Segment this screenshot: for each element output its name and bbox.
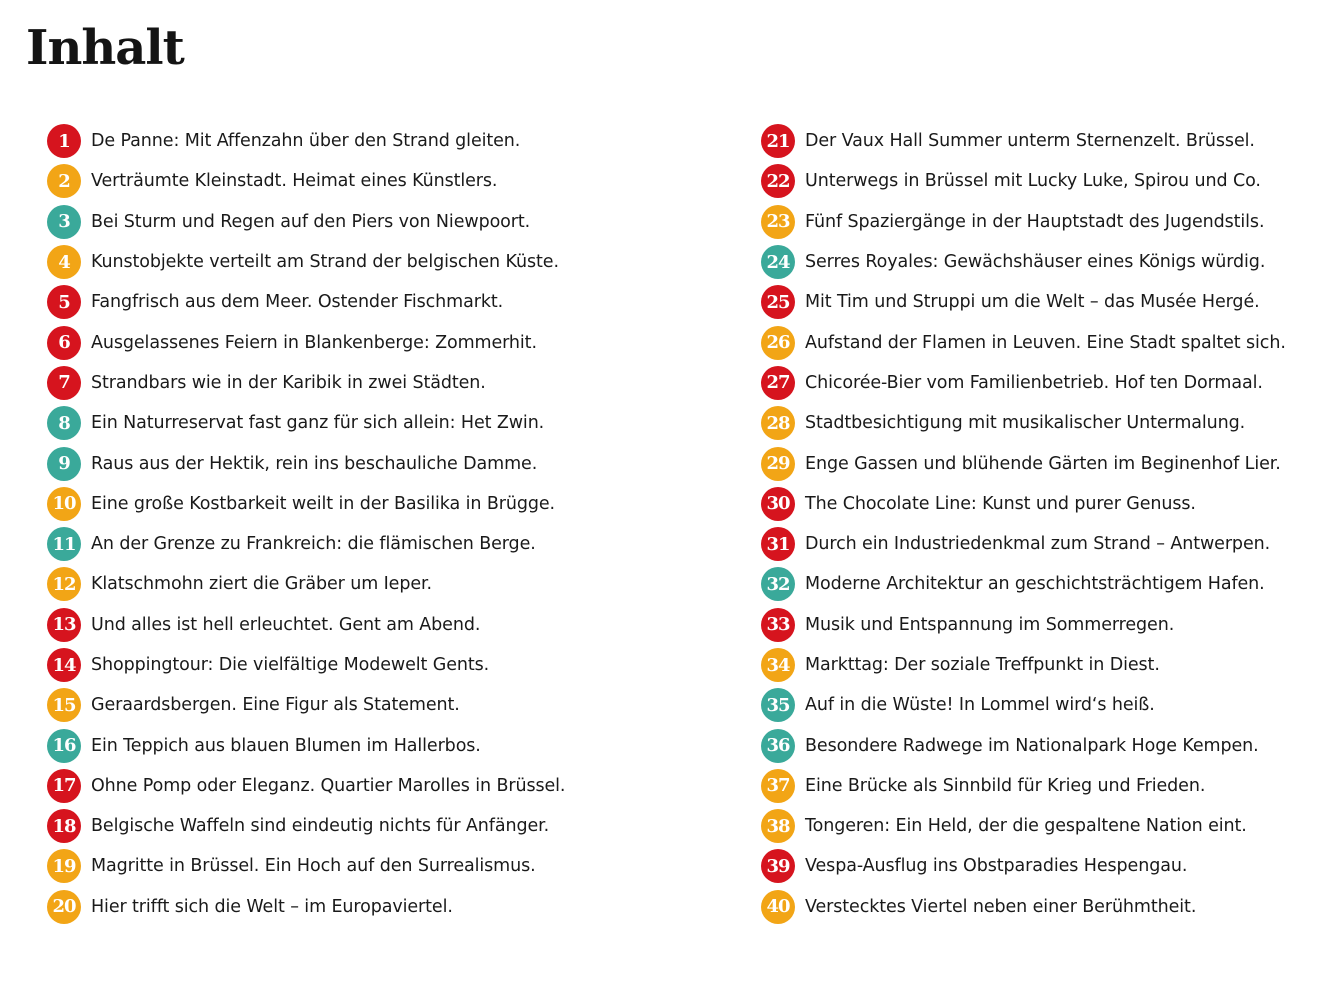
toc-entry[interactable] [761, 524, 1286, 564]
toc-entry[interactable] [761, 443, 1286, 483]
entry-number-badge: 4 [47, 245, 81, 279]
toc-entry[interactable] [761, 403, 1286, 443]
entry-title: Markttag: Der soziale Treffpunkt in Diest. [805, 655, 1160, 675]
toc-column-left [47, 121, 565, 927]
toc-entry[interactable] [761, 161, 1286, 201]
entry-title: Enge Gassen und blühende Gärten im Beginenhof Lier. [805, 453, 1281, 474]
entry-title: Verstecktes Viertel neben einer Berühmtheit. [805, 896, 1197, 917]
entry-number-badge: 23 [761, 205, 795, 239]
entry-title: Raus aus der Hektik, rein ins beschauliche Damme. [91, 453, 538, 474]
entry-number-badge: 16 [47, 729, 81, 763]
entry-title: De Panne: Mit Affenzahn über den Strand gleiten. [91, 131, 521, 152]
toc-entry[interactable] [761, 685, 1286, 725]
entry-number-badge: 24 [761, 245, 795, 279]
entry-number-badge: 30 [761, 487, 795, 521]
entry-number-badge: 32 [761, 567, 795, 601]
entry-title: Stadtbesichtigung mit musikalischer Untermalung. [805, 413, 1246, 434]
entry-title: Moderne Architektur an geschichtsträchtigem Hafen. [805, 574, 1265, 595]
toc-entry[interactable] [47, 766, 565, 806]
entry-number-badge: 29 [761, 447, 795, 481]
toc-entry[interactable] [761, 202, 1286, 242]
entry-number-badge: 8 [47, 406, 81, 440]
toc-entry[interactable] [761, 806, 1286, 846]
entry-title: Ohne Pomp oder Eleganz. Quartier Marolles in Brüssel. [91, 775, 566, 796]
entry-title: Belgische Waffeln sind eindeutig nichts für Anfänger. [91, 816, 550, 837]
toc-entry[interactable] [761, 766, 1286, 806]
entry-title: Unterwegs in Brüssel mit Lucky Luke, Spirou und Co. [805, 171, 1261, 192]
entry-number-badge: 6 [47, 326, 81, 360]
entry-number-badge: 14 [47, 648, 81, 682]
entry-title: The Chocolate Line: Kunst und purer Genuss. [805, 493, 1196, 514]
entry-title: Tongeren: Ein Held, der die gespaltene Nation eint. [805, 816, 1247, 837]
toc-entry[interactable] [761, 564, 1286, 604]
entry-title: Verträumte Kleinstadt. Heimat eines Künstlers. [91, 171, 498, 192]
entry-title: Eine Brücke als Sinnbild für Krieg und Frieden. [805, 775, 1206, 796]
toc-entry[interactable] [47, 121, 565, 161]
toc-entry[interactable] [761, 887, 1286, 927]
entry-title: Eine große Kostbarkeit weilt in der Basilika in Brügge. [91, 493, 555, 514]
entry-title: Mit Tim und Struppi um die Welt – das Musée Hergé. [805, 292, 1260, 313]
toc-entry[interactable] [761, 846, 1286, 886]
entry-title: Fangfrisch aus dem Meer. Ostender Fischmarkt. [91, 292, 504, 313]
entry-number-badge: 11 [47, 527, 81, 561]
entry-number-badge: 20 [47, 890, 81, 924]
entry-title: Ausgelassenes Feiern in Blankenberge: Zommerhit. [91, 332, 537, 353]
entry-number-badge: 7 [47, 366, 81, 400]
toc-entry[interactable] [47, 443, 565, 483]
entry-number-badge: 9 [47, 447, 81, 481]
toc-entry[interactable] [761, 121, 1286, 161]
entry-number-badge: 40 [761, 890, 795, 924]
entry-number-badge: 27 [761, 366, 795, 400]
toc-entry[interactable] [761, 725, 1286, 765]
toc-entry[interactable] [47, 484, 565, 524]
toc-entry[interactable] [47, 806, 565, 846]
entry-title: Fünf Spaziergänge in der Hauptstadt des Jugendstils. [805, 211, 1265, 232]
entry-number-badge: 38 [761, 809, 795, 843]
entry-number-badge: 15 [47, 688, 81, 722]
toc-entry[interactable] [47, 524, 565, 564]
toc-entry[interactable] [47, 282, 565, 322]
entry-number-badge: 13 [47, 608, 81, 642]
entry-number-badge: 28 [761, 406, 795, 440]
toc-entry[interactable] [761, 484, 1286, 524]
entry-title: Auf in die Wüste! In Lommel wird‘s heiß. [805, 695, 1155, 716]
toc-entry[interactable] [47, 403, 565, 443]
toc-entry[interactable] [47, 887, 565, 927]
entry-number-badge: 37 [761, 769, 795, 803]
entry-title: Aufstand der Flamen in Leuven. Eine Stadt spaltet sich. [805, 332, 1286, 353]
toc-entry[interactable] [47, 242, 565, 282]
toc-entry[interactable] [761, 282, 1286, 322]
entry-number-badge: 22 [761, 164, 795, 198]
toc-entry[interactable] [47, 846, 565, 886]
toc-entry[interactable] [761, 322, 1286, 362]
toc-entry[interactable] [47, 685, 565, 725]
entry-title: Chicorée-Bier vom Familienbetrieb. Hof ten Dormaal. [805, 372, 1263, 393]
entry-number-badge: 36 [761, 729, 795, 763]
entry-number-badge: 34 [761, 648, 795, 682]
page-title: Inhalt [26, 20, 184, 76]
toc-entry[interactable] [47, 161, 565, 201]
entry-number-badge: 17 [47, 769, 81, 803]
entry-number-badge: 25 [761, 285, 795, 319]
entry-title: Besondere Radwege im Nationalpark Hoge Kempen. [805, 735, 1259, 756]
toc-column-right [761, 121, 1286, 927]
entry-title: Musik und Entspannung im Sommerregen. [805, 614, 1175, 635]
entry-number-badge: 3 [47, 205, 81, 239]
entry-title: Magritte in Brüssel. Ein Hoch auf den Surrealismus. [91, 856, 536, 877]
entry-number-badge: 5 [47, 285, 81, 319]
entry-number-badge: 33 [761, 608, 795, 642]
entry-title: An der Grenze zu Frankreich: die flämischen Berge. [91, 534, 536, 555]
entry-number-badge: 39 [761, 849, 795, 883]
entry-number-badge: 2 [47, 164, 81, 198]
entry-number-badge: 31 [761, 527, 795, 561]
entry-number-badge: 1 [47, 124, 81, 158]
entry-title: Und alles ist hell erleuchtet. Gent am Abend. [91, 614, 481, 635]
entry-title: Shoppingtour: Die vielfältige Modewelt Gents. [91, 655, 490, 675]
toc-entry[interactable] [761, 645, 1286, 685]
toc-entry[interactable] [761, 605, 1286, 645]
entry-title: Ein Naturreservat fast ganz für sich allein: Het Zwin. [91, 413, 545, 434]
toc-entry[interactable] [47, 363, 565, 403]
entry-number-badge: 21 [761, 124, 795, 158]
toc-entry[interactable] [761, 242, 1286, 282]
entry-title: Klatschmohn ziert die Gräber um Ieper. [91, 574, 432, 595]
entry-title: Bei Sturm und Regen auf den Piers von Niewpoort. [91, 211, 531, 232]
entry-number-badge: 18 [47, 809, 81, 843]
entry-number-badge: 10 [47, 487, 81, 521]
entry-title: Hier trifft sich die Welt – im Europaviertel. [91, 896, 453, 917]
entry-title: Serres Royales: Gewächshäuser eines Königs würdig. [805, 252, 1266, 273]
entry-number-badge: 35 [761, 688, 795, 722]
toc-entry[interactable] [47, 645, 565, 685]
toc-entry[interactable] [47, 605, 565, 645]
entry-number-badge: 12 [47, 567, 81, 601]
entry-title: Strandbars wie in der Karibik in zwei Städten. [91, 372, 486, 393]
entry-title: Geraardsbergen. Eine Figur als Statement. [91, 695, 460, 716]
entry-title: Ein Teppich aus blauen Blumen im Hallerbos. [91, 735, 481, 756]
entry-number-badge: 19 [47, 849, 81, 883]
toc-entry[interactable] [47, 202, 565, 242]
entry-title: Der Vaux Hall Summer unterm Sternenzelt. Brüssel. [805, 131, 1255, 152]
entry-title: Durch ein Industriedenkmal zum Strand – Antwerpen. [805, 534, 1271, 555]
toc-entry[interactable] [47, 725, 565, 765]
toc-entry[interactable] [761, 363, 1286, 403]
entry-title: Vespa-Ausflug ins Obstparadies Hespengau. [805, 856, 1188, 877]
toc-entry[interactable] [47, 564, 565, 604]
entry-title: Kunstobjekte verteilt am Strand der belgischen Küste. [91, 252, 559, 273]
toc-entry[interactable] [47, 322, 565, 362]
entry-number-badge: 26 [761, 326, 795, 360]
